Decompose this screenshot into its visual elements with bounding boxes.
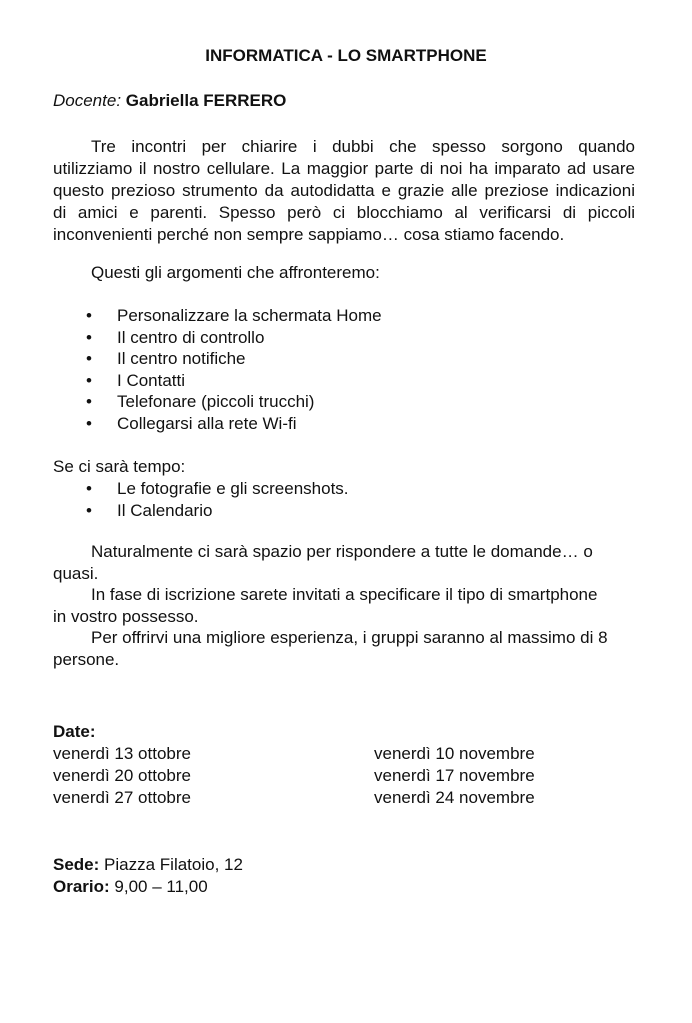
dates-left-column [53, 743, 191, 809]
note-line: Naturalmente ci sarà spazio per rispondere a tutte le domande… o [91, 542, 593, 561]
bullet-icon: • [86, 349, 92, 368]
date-item: venerdì 10 novembre [374, 744, 535, 763]
document-title: INFORMATICA - LO SMARTPHONE [205, 46, 487, 65]
orario-value: 9,00 – 11,00 [114, 877, 208, 896]
topics-intro: Questi gli argomenti che affronteremo: [91, 263, 380, 282]
optional-intro: Se ci sarà tempo: [53, 457, 186, 476]
topic-text: Il Calendario [117, 500, 213, 520]
topic-text: Telefonare (piccoli trucchi) [117, 392, 315, 411]
sede-line [53, 854, 243, 876]
dates-label: Date: [53, 722, 96, 741]
intro-paragraph [53, 136, 635, 246]
intro-line: Tre incontri per chiarire i dubbi che spesso sorgono quando [91, 137, 635, 156]
sede-label: Sede: [53, 855, 100, 874]
intro-line: di amici e parenti. Spesso però ci blocchiamo al verificarsi di piccoli [53, 203, 635, 222]
topic-text: Il centro notifiche [117, 349, 246, 368]
orario-line [53, 876, 208, 898]
orario-label: Orario: [53, 877, 110, 896]
intro-line: utilizziamo il nostro cellulare. La maggior parte di noi ha imparato ad usare [53, 159, 635, 178]
topic-text: Personalizzare la schermata Home [117, 306, 382, 325]
bullet-icon: • [86, 306, 92, 325]
bullet-icon: • [86, 370, 92, 390]
note-line: in vostro possesso. [53, 607, 199, 626]
bullet-icon: • [86, 413, 92, 433]
docente-label: Docente: [53, 91, 122, 110]
intro-line: inconvenienti perché non sempre sappiamo… cosa stiamo facendo. [53, 225, 565, 244]
topic-text: I Contatti [117, 370, 186, 390]
date-item: venerdì 13 ottobre [53, 744, 191, 763]
bullet-icon: • [86, 392, 92, 411]
note-line: In fase di iscrizione sarete invitati a specificare il tipo di smartphone [91, 585, 598, 604]
date-item: venerdì 17 novembre [374, 766, 535, 785]
topic-text: Collegarsi alla rete Wi-fi [117, 413, 297, 433]
date-item: venerdì 20 ottobre [53, 766, 191, 785]
dates-right-column [374, 743, 535, 809]
date-item: venerdì 27 ottobre [53, 788, 191, 807]
note-line: quasi. [53, 564, 99, 583]
date-item: venerdì 24 novembre [374, 788, 535, 807]
docente-line [53, 90, 286, 112]
bullet-icon: • [86, 327, 92, 347]
bullet-icon: • [86, 479, 92, 498]
docente-name: Gabriella FERRERO [125, 91, 287, 110]
sede-value: Piazza Filatoio, 12 [104, 855, 243, 874]
topic-text: Le fotografie e gli screenshots. [117, 479, 349, 498]
bullet-icon: • [86, 500, 92, 520]
note-line: persone. [53, 650, 120, 669]
topic-text: Il centro di controllo [117, 327, 265, 347]
intro-line: questo prezioso strumento da autodidatta e grazie alle preziose indicazioni [53, 181, 635, 200]
note-line: Per offrirvi una migliore esperienza, i gruppi saranno al massimo di 8 [91, 628, 608, 647]
